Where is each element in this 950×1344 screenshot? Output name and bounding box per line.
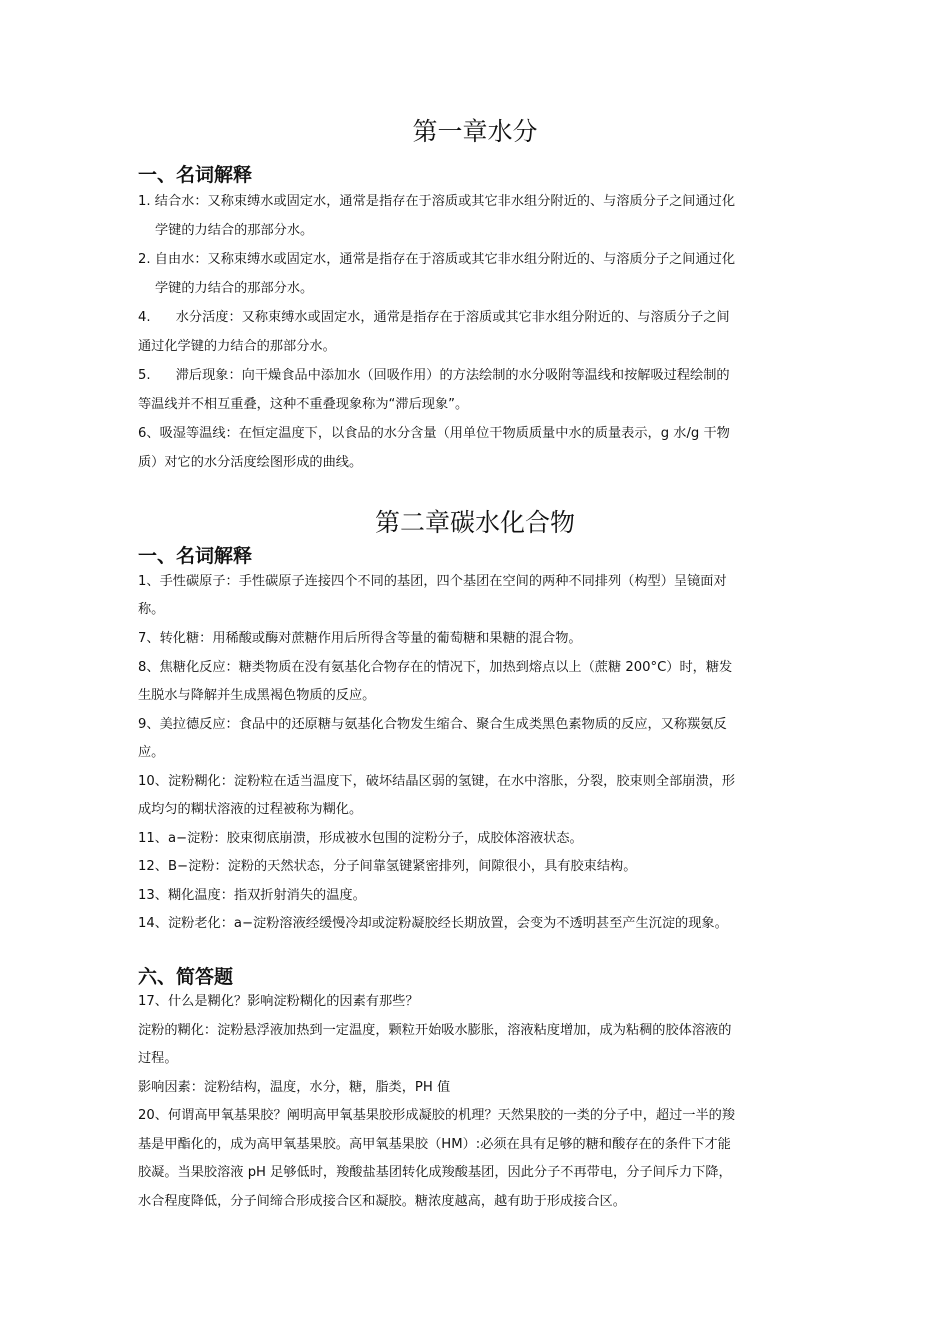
chapter2-line: 9、美拉德反应：食品中的还原糖与氨基化合物发生缩合、聚合生成类黑色素物质的反应，又称羰氨反: [138, 717, 727, 732]
chapter2-line: 11、a−淀粉：胶束彻底崩溃，形成被水包围的淀粉分子，成胶体溶液状态。: [138, 831, 583, 846]
chapter2-line: 1、手性碳原子：手性碳原子连接四个不同的基团，四个基团在空间的两种不同排列（构型）呈镜面对: [138, 574, 727, 589]
chapter2-line: 应。: [138, 745, 165, 760]
section6-line: 胶凝。当果胶溶液 pH 足够低时，羧酸盐基团转化成羧酸基团，因此分子不再带电，分子间斥力下降，: [138, 1165, 732, 1180]
chapter2-line: 12、Β−淀粉：淀粉的天然状态，分子间靠氢键紧密排列，间隙很小，具有胶束结构。: [138, 859, 637, 874]
chapter1-line: 等温线并不相互重叠，这种不重叠现象称为“滞后现象”。: [138, 397, 469, 412]
chapter1-line: 通过化学键的力结合的那部分水。: [138, 339, 336, 354]
chapter1-line: 质）对它的水分活度绘图形成的曲线。: [138, 455, 363, 470]
chapter2-line: 14、淀粉老化：a−淀粉溶液经缓慢冷却或淀粉凝胶经长期放置，会变为不透明甚至产生沉淀的现象。: [138, 916, 728, 931]
section6-line: 过程。: [138, 1051, 178, 1066]
chapter2-line: 8、焦糖化反应：糖类物质在没有氨基化合物存在的情况下，加热到熔点以上（蔗糖 200°C）时，糖发: [138, 660, 733, 675]
chapter1-line: 4. 水分活度：又称束缚水或固定水，通常是指存在于溶质或其它非水组分附近的、与溶质分子之间: [138, 310, 730, 325]
section6-heading: 六、简答题: [138, 966, 234, 988]
section6-line: 淀粉的糊化：淀粉悬浮液加热到一定温度，颗粒开始吸水膨胀，溶液粘度增加，成为粘稠的胶体溶液的: [138, 1023, 732, 1038]
chapter2-section-heading: 一、名词解释: [138, 545, 253, 567]
section6-line: 基是甲酯化的，成为高甲氧基果胶。高甲氧基果胶（HM）:必须在具有足够的糖和酸存在的条件下才能: [138, 1137, 731, 1152]
chapter1-line: 2. 自由水：又称束缚水或固定水，通常是指存在于溶质或其它非水组分附近的、与溶质分子之间通过化: [138, 252, 736, 267]
chapter2-line: 成均匀的糊状溶液的过程被称为糊化。: [138, 802, 363, 817]
chapter1-line: 1. 结合水：又称束缚水或固定水，通常是指存在于溶质或其它非水组分附近的、与溶质分子之间通过化: [138, 194, 736, 209]
chapter1-line: 5. 滞后现象：向干燥食品中添加水（回吸作用）的方法绘制的水分吸附等温线和按解吸过程绘制的: [138, 368, 730, 383]
chapter2-line: 7、转化糖：用稀酸或酶对蔗糖作用后所得含等量的葡萄糖和果糖的混合物。: [138, 631, 582, 646]
chapter1-title: 第一章水分: [412, 117, 538, 146]
chapter1-section-heading: 一、名词解释: [138, 164, 253, 186]
section6-line: 水合程度降低，分子间缔合形成接合区和凝胶。糖浓度越高，越有助于形成接合区。: [138, 1194, 626, 1209]
chapter1-line: 6、吸湿等温线：在恒定温度下，以食品的水分含量（用单位干物质质量中水的质量表示，g 水/g 干物: [138, 426, 730, 441]
chapter2-line: 13、糊化温度：指双折射消失的温度。: [138, 888, 366, 903]
section6-line: 20、何谓高甲氧基果胶？阐明高甲氧基果胶形成凝胶的机理？天然果胶的一类的分子中，超过一半的羧: [138, 1108, 736, 1123]
section6-line: 影响因素：淀粉结构，温度，水分，糖，脂类，PH 值: [138, 1080, 451, 1095]
chapter1-line: 学键的力结合的那部分水。: [155, 281, 314, 296]
chapter2-line: 生脱水与降解并生成黑褐色物质的反应。: [138, 688, 376, 703]
chapter2-title: 第二章碳水化合物: [374, 508, 575, 537]
section6-line: 17、什么是糊化？影响淀粉糊化的因素有那些？: [138, 994, 419, 1009]
chapter1-line: 学键的力结合的那部分水。: [155, 223, 314, 238]
chapter2-line: 10、淀粉糊化：淀粉粒在适当温度下，破坏结晶区弱的氢键，在水中溶胀，分裂，胶束则全部崩溃，形: [138, 774, 736, 789]
chapter2-line: 称。: [138, 602, 165, 617]
